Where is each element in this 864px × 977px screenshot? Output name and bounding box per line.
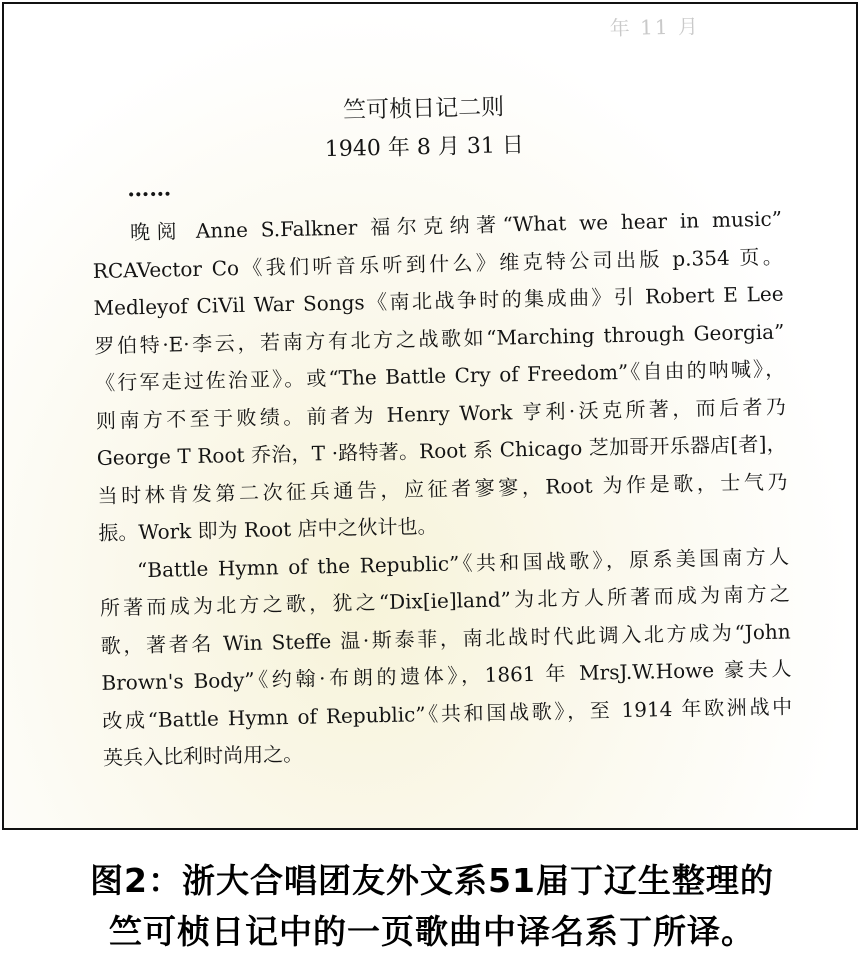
document-ellipsis: ……	[126, 175, 172, 203]
body-line: 所著而成为北方之歌，犹之“Dix[ie]land”为北方人所著而成为南方之	[99, 581, 791, 620]
document-photo	[2, 2, 858, 830]
document-title: 竺可桢日记二则	[342, 94, 505, 124]
body-line: 罗伯特·E·李云，若南方有北方之战歌如“Marching through Georgia”	[94, 319, 785, 358]
body-line: RCAVector Co《我们听音乐听到什么》维克特公司出版 p.354 页。	[92, 244, 783, 283]
body-line: George T Root 乔治，T ·路特著。Root 系 Chicago 芝加哥开乐器店[者]，	[96, 431, 787, 470]
document-page	[2, 2, 858, 830]
body-line: 英兵入比利时尚用之。	[102, 741, 304, 770]
body-line: 振。Work 即为 Root 店中之伙计也。	[98, 513, 438, 545]
body-line: 则南方不至于败绩。前者为 Henry Work 亨利·沃克所著，而后者乃	[95, 394, 787, 433]
body-line: 改成“Battle Hymn of Republic”《共和国战歌》，至 1914 年欧洲战中	[102, 693, 793, 733]
body-line: 晚阅 Anne S.Falkner 福尔克纳著“What we hear in music”	[129, 206, 783, 245]
figure-caption-line-1: 图2：浙大合唱团友外文系51届丁辽生整理的	[90, 861, 774, 900]
body-line: Brown's Body”《约翰·布朗的遗体》，1861 年 MrsJ.W.Howe 豪夫人	[101, 656, 792, 695]
body-line: 当时林肯发第二次征兵通告，应征者寥寥，Root 为作是歌，士气乃	[97, 469, 788, 508]
body-line: 《行军走过佐治亚》。或“The Battle Cry of Freedom”《自由的呐喊》，	[94, 356, 786, 396]
body-line: Medleyof CiVil War Songs《南北战争时的集成曲》引 Robert E Lee	[93, 281, 784, 321]
document-date: 1940 年 8 月 31 日	[324, 132, 525, 163]
body-line: “Battle Hymn of the Republic”《共和国战歌》，原系美国南方人	[136, 544, 790, 582]
body-line: 歌，著者名 Win Steffe 温·斯泰菲，南北战时代此调入北方成为“John	[100, 618, 791, 658]
page-corner-text: 年 11 月	[609, 14, 701, 41]
document-body	[92, 201, 794, 778]
figure-caption-line-2: 竺可桢日记中的一页歌曲中译名系丁所译。	[109, 912, 755, 951]
